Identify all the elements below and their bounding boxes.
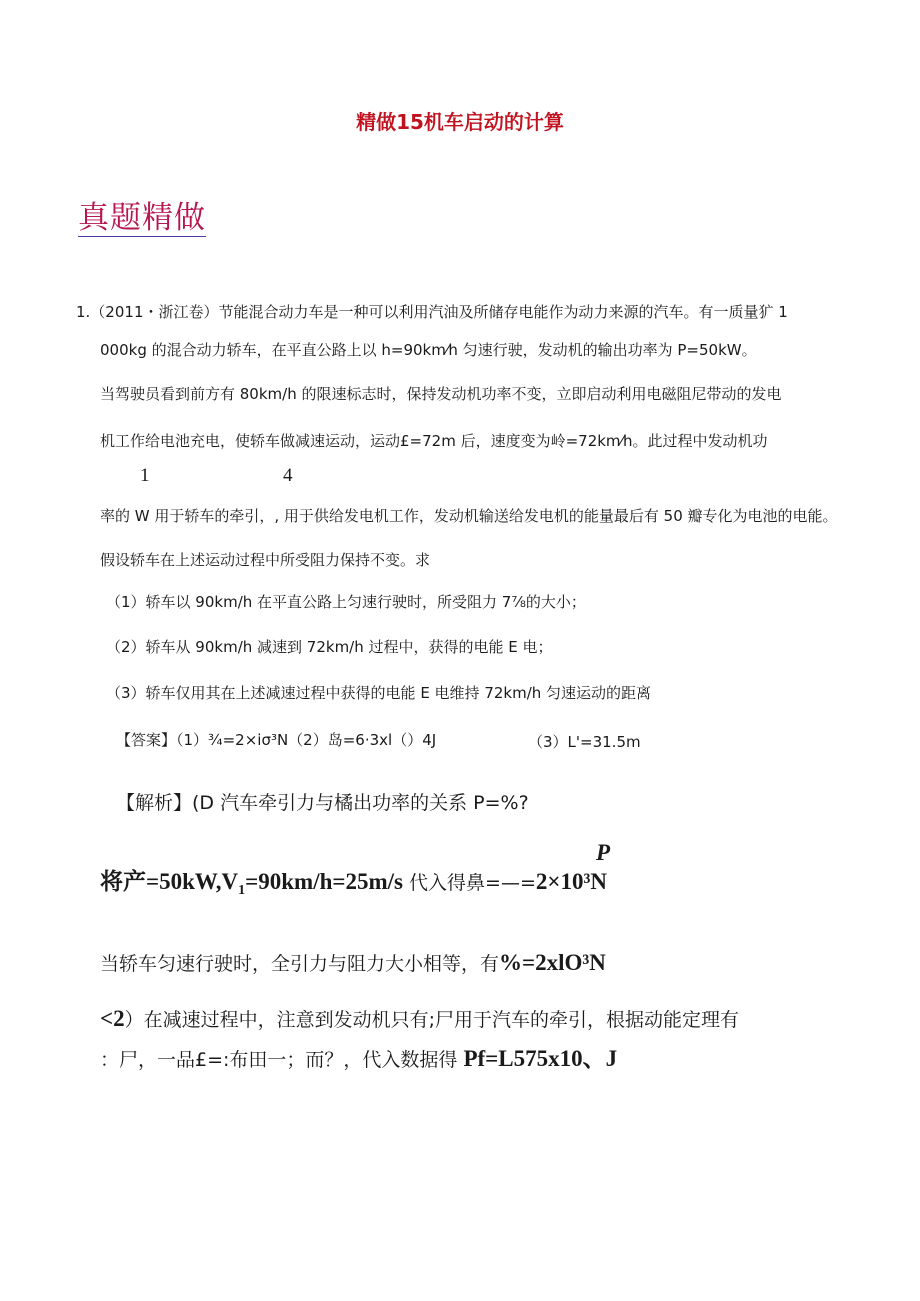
sub-question-1: （1）轿车以 90km/h 在平直公路上匀速行驶时，所受阻力 7⅞的大小；	[106, 593, 586, 611]
question-line-3: 当驾驶员看到前方有 80km/h 的限速标志时，保持发动机功率不变，立即启动利用电磁阻尼带动的发电	[100, 385, 782, 403]
analysis-line-4	[100, 1006, 739, 1033]
analysis-l3-text: 当轿车匀速行驶时，全引力与阻力大小相等，有	[100, 953, 500, 975]
page-title: 精做15机车启动的计算	[356, 110, 564, 134]
analysis-l2-result: 2×10³N	[535, 869, 608, 894]
analysis-l5-text: ：尸，一品£=:布田一；而？，代入数据得	[100, 1049, 464, 1071]
analysis-line-2	[100, 869, 607, 904]
question-line-4: 机工作给电池充电，使轿车做减速运动，运动£=72m 后，速度变为岭=72km⁄h。此过程中发动机功	[100, 432, 768, 450]
answer-line	[116, 730, 436, 750]
analysis-l2-params: 将产=50kW,V	[100, 869, 239, 894]
analysis-line-1	[116, 790, 529, 816]
question-line-1: 1.（2011・浙江卷）节能混合动力车是一种可以利用汽油及所储存电能作为动力来源的汽车。有一质量犷 1	[76, 303, 788, 321]
analysis-l2-subscript: 1	[238, 882, 246, 898]
question-line-2: 000kg 的混合动力轿车，在平直公路上以 h=90km⁄h 匀速行驶，发动机的输出功率为 P=50kW。	[100, 341, 757, 359]
answer-label: 【答案】	[116, 731, 177, 749]
section-heading: 真题精做	[78, 200, 206, 236]
analysis-l4-text: ）在减速过程中，注意到发动机只有;尸用于汽车的牵引，根据动能定理有	[124, 1009, 740, 1031]
question-line-6: 假设轿车在上述运动过程中所受阻力保持不变。求	[100, 551, 431, 569]
analysis-line-3	[100, 950, 606, 977]
answer-part-1-2: （1）¾=2×iσ³N（2）岛=6·3xl（）4J	[176, 731, 437, 749]
sub-question-2: （2）轿车从 90km/h 减速到 72km/h 过程中，获得的电能 E 电；	[106, 638, 553, 656]
analysis-l3-result: %=2xlO³N	[499, 950, 606, 975]
analysis-line-5	[100, 1046, 617, 1073]
analysis-l2-speed: =90km/h=25m/s	[245, 869, 404, 894]
sub-question-3: （3）轿车仅用其在上述减速过程中获得的电能 E 电维持 72km/h 匀速运动的距离	[106, 684, 652, 702]
analysis-l4-marker: <2	[100, 1006, 125, 1031]
analysis-l2-text: 代入得鼻=—=	[403, 872, 536, 894]
analysis-intro: (D 汽车牵引力与橘出功率的关系 P=%?	[192, 792, 529, 814]
answer-part-3: （3）L'=31.5m	[528, 733, 641, 751]
question-line-5: 率的 W 用于轿车的牵引，, 用于供给发电机工作，发动机输送给发电机的能量最后有 50 瓣专化为电池的电能。	[100, 507, 838, 525]
fraction-numerator-1: 1	[140, 465, 150, 486]
analysis-label: 【解析】	[116, 792, 193, 814]
fraction-numerator-4: 4	[283, 465, 293, 486]
formula-p-mark: P	[596, 840, 611, 865]
analysis-l5-result: Pf=L575x10、J	[463, 1046, 618, 1071]
